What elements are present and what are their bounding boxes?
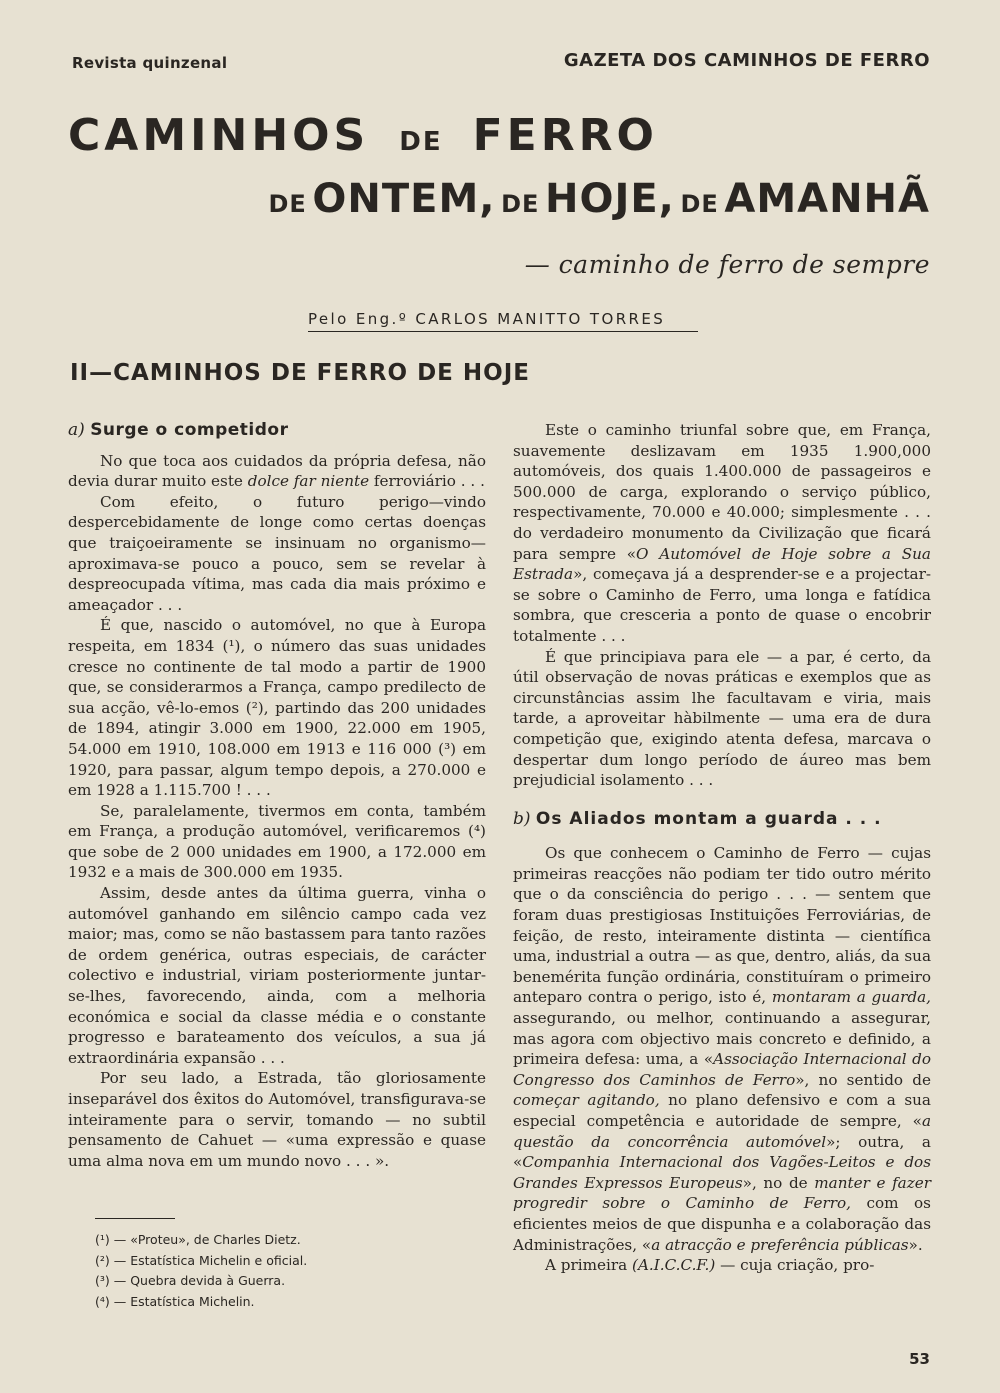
paragraph: Com efeito, o futuro perigo—vindo despercebidamente de longe como certas doenças que traiçoeiramente se insinuam no organismo—aproximava-se pouco a pouco, sem se revelar à despreocupada vítima, mas cada dia mais próximo e ameaçador . . . — [68, 492, 486, 614]
running-header-right: GAZETA DOS CAMINHOS DE FERRO — [563, 50, 930, 71]
title-word: DE — [399, 127, 443, 157]
title-word: DE — [501, 190, 540, 218]
article-title-line-2 — [269, 176, 931, 222]
subheading-a — [68, 420, 486, 441]
article-subtitle: — caminho de ferro de sempre — [524, 250, 930, 279]
title-word: DE — [268, 190, 307, 218]
footnote: (⁴) — Estatística Michelin. — [95, 1293, 255, 1309]
footnote-divider — [95, 1218, 175, 1219]
paragraph: No que toca aos cuidados da própria defesa, não devia durar muito este dolce far niente ferroviário . . . — [68, 451, 486, 491]
left-column — [68, 420, 486, 1171]
running-header-left: Revista quinzenal — [72, 54, 228, 72]
footnote: (¹) — «Proteu», de Charles Dietz. — [95, 1232, 301, 1247]
paragraph: A primeira (A.I.C.C.F.) — cuja criação, pro- — [545, 1256, 875, 1275]
paragraph: Este o caminho triunfal sobre que, em França, suavemente deslizavam em 1935 1.900,000 automóveis, dos quais 1.400.000 de passageiros e 500.000 de carga, explorando o serviço público, respectivamente, 70.000 e 40.000; simplesmente . . . do verdadeiro monumento da Civilização que ficará para sempre «O Automóvel de Hoje sobre a Sua Estrada», começava já a desprender-se e a projectar-se sobre o Caminho de Ferro, uma longa e fatídica sombra, que cresceria a ponto de quase o encobrir totalmente . . . — [513, 421, 931, 645]
paragraph: Se, paralelamente, tivermos em conta, também em França, a produção automóvel, verificaremos (⁴) que sobe de 2 000 unidades em 1900, a 172.000 em 1932 e a mais de 300.000 em 1935. — [68, 801, 486, 882]
paragraph: Por seu lado, a Estrada, tão gloriosamente inseparável dos êxitos do Automóvel, transfigurava-se inteiramente para o servir, tomando — no subtil pensamento de Cahuet — «uma expressão e quase uma alma nova em um mundo novo . . . ». — [68, 1069, 486, 1170]
title-word: CAMINHOS — [68, 110, 370, 161]
title-word: DE — [680, 190, 719, 218]
title-word: AMANHÃ — [724, 176, 930, 222]
paragraph: É que principiava para ele — a par, é certo, da útil observação de novas práticas e exemplos que as circunstâncias assim lhe facultavam e viria, mais tarde, a aproveitar hàbilmente — uma era de dura competição que, exigindo atenta defesa, marcava o despertar dum longo período de áureo mas bem prejudicial isolamento . . . — [513, 647, 931, 790]
footnote: (²) — Estatística Michelin e oficial. — [95, 1252, 308, 1268]
article-title-line-1 — [68, 110, 930, 161]
paragraph: É que, nascido o automóvel, no que à Europa respeita, em 1834 (¹), o número das suas unidades cresce no continente de tal modo a partir de 1900 que, se considerarmos a França, campo predilecto de sua acção, vê-lo-emos (²), partindo das 200 unidades de 1894, atingir 3.000 em 1900, 22.000 em 1905, 54.000 em 1910, 108.000 em 1913 e 116 000 (³) em 1920, para passar, algum tempo depois, a 270.000 e em 1928 a 1.115.700 ! . . . — [68, 616, 486, 800]
footnote: (³) — Quebra devida à Guerra. — [95, 1273, 286, 1288]
subheading-letter: a) — [68, 420, 85, 440]
subheading-b — [513, 809, 931, 830]
subheading-title: Surge o competidor — [90, 420, 289, 440]
title-word: ONTEM, — [312, 176, 496, 222]
right-column — [513, 420, 931, 1276]
page-number: 53 — [909, 1350, 930, 1368]
title-word: FERRO — [472, 110, 658, 161]
byline: Pelo Eng.º CARLOS MANITTO TORRES — [308, 310, 698, 332]
subheading-title: Os Aliados montam a guarda . . . — [535, 808, 882, 829]
section-heading: II—CAMINHOS DE FERRO DE HOJE — [70, 360, 530, 386]
paragraph: Os que conhecem o Caminho de Ferro — cujas primeiras reacções não podiam ter tido outro mérito que o da consciência do perigo . . . — sentem que foram duas prestigiosas Instituições Ferroviárias, de feição, de resto, inteiramente distinta — científica uma, industrial a outra — as que, dentro, aliás, da sua benemérita função ordinária, constituíram o primeiro anteparo contra o perigo, isto é, montaram a guarda, assegurando, ou melhor, continuando a assegurar, mas agora com objectivo mais concreto e definido, a primeira defesa: uma, a «Associação Internacional do Congresso dos Caminhos de Ferro», no sentido de começar agitando, no plano defensivo e com a sua especial competência e autoridade de sempre, «a questão da concorrência automóvel»; outra, a «Companhia Internacional dos Vagões-Leitos e dos Grandes Expressos Europeus», no de manter e fazer progredir sobre o Caminho de Ferro, com os eficientes meios de que dispunha e a colaboração das Administrações, «a atracção e preferência públicas». — [513, 844, 931, 1254]
title-word: HOJE, — [544, 176, 675, 222]
subheading-letter: b) — [513, 808, 531, 829]
paragraph: Assim, desde antes da última guerra, vinha o automóvel ganhando em silêncio campo cada vez maior; mas, como se não bastassem para tanto razões de ordem genérica, outras especiais, de carácter colectivo e industrial, viriam posteriormente juntar-se-lhes, favorecendo, ainda, com a melhoria económica e social da classe média e o constante progresso e barateamento dos veículos, a sua já extraordinária expansão . . . — [68, 884, 486, 1067]
footnotes — [95, 1230, 307, 1312]
